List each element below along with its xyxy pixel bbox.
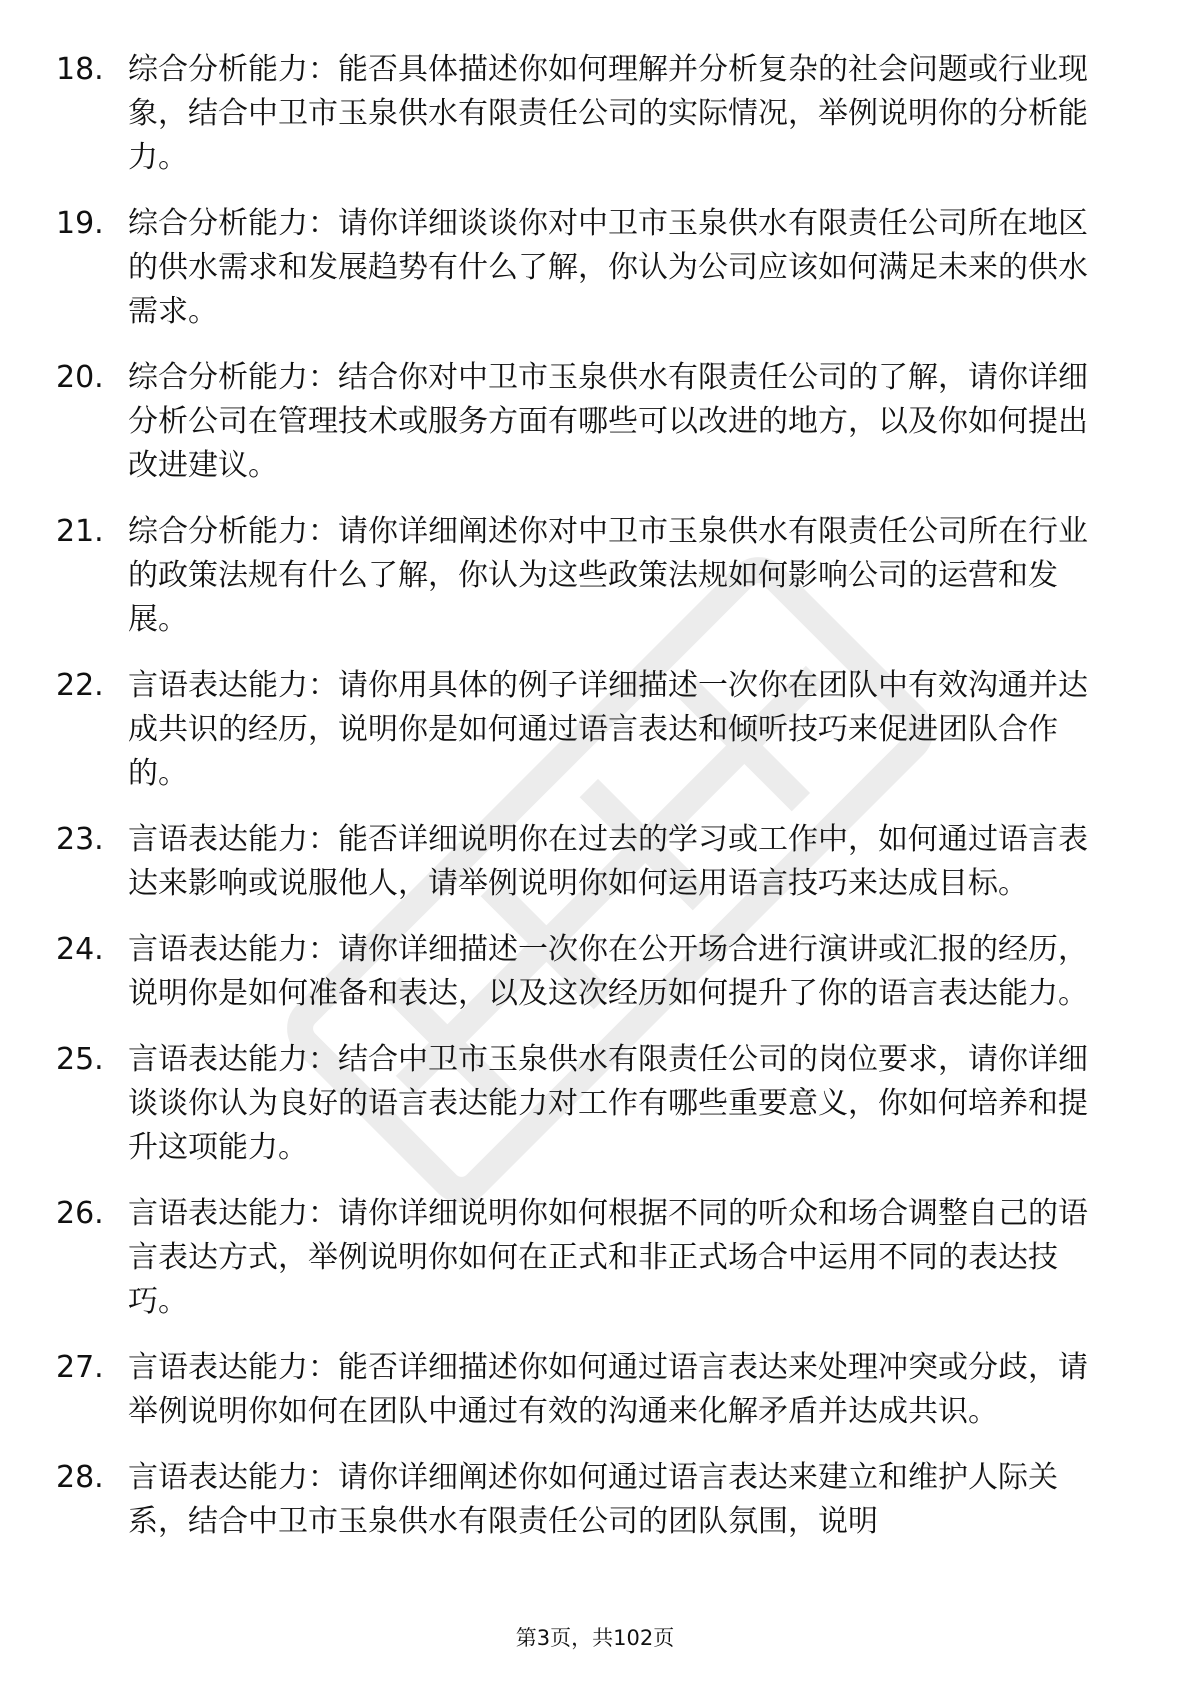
list-item (56, 356, 1106, 488)
question-text: 言语表达能力：请你详细阐述你如何通过语言表达来建立和维护人际关系，结合中卫市玉泉供水有限责任公司的团队氛围，说明 (128, 1460, 1058, 1539)
question-number: 21. (56, 514, 104, 549)
question-text: 言语表达能力：请你详细说明你如何根据不同的听众和场合调整自己的语言表达方式，举例说明你如何在正式和非正式场合中运用不同的表达技巧。 (128, 1196, 1088, 1319)
question-text: 言语表达能力：请你详细描述一次你在公开场合进行演讲或汇报的经历，说明你是如何准备和表达，以及这次经历如何提升了你的语言表达能力。 (128, 932, 1088, 1011)
list-item (56, 664, 1106, 796)
question-text: 言语表达能力：能否详细描述你如何通过语言表达来处理冲突或分歧，请举例说明你如何在团队中通过有效的沟通来化解矛盾并达成共识。 (128, 1350, 1088, 1429)
list-item (56, 202, 1106, 334)
question-number: 28. (56, 1460, 104, 1495)
list-item (56, 510, 1106, 642)
question-text: 言语表达能力：请你用具体的例子详细描述一次你在团队中有效沟通并达成共识的经历，说明你是如何通过语言表达和倾听技巧来促进团队合作的。 (128, 668, 1088, 791)
list-item (56, 1456, 1106, 1544)
question-text: 综合分析能力：结合你对中卫市玉泉供水有限责任公司的了解，请你详细分析公司在管理技术或服务方面有哪些可以改进的地方，以及你如何提出改进建议。 (128, 360, 1088, 483)
question-text: 综合分析能力：请你详细阐述你对中卫市玉泉供水有限责任公司所在行业的政策法规有什么了解，你认为这些政策法规如何影响公司的运营和发展。 (128, 514, 1088, 637)
question-number: 26. (56, 1196, 104, 1231)
question-number: 23. (56, 822, 104, 857)
page-number-label: 第3页，共102页 (515, 1626, 675, 1650)
question-text: 综合分析能力：能否具体描述你如何理解并分析复杂的社会问题或行业现象，结合中卫市玉泉供水有限责任公司的实际情况，举例说明你的分析能力。 (128, 52, 1088, 175)
list-item (56, 818, 1106, 906)
list-item (56, 1346, 1106, 1434)
question-number: 20. (56, 360, 104, 395)
list-item (56, 1192, 1106, 1324)
page-footer (0, 1624, 1190, 1652)
question-text: 综合分析能力：请你详细谈谈你对中卫市玉泉供水有限责任公司所在地区的供水需求和发展趋势有什么了解，你认为公司应该如何满足未来的供水需求。 (128, 206, 1088, 329)
list-item (56, 1038, 1106, 1170)
question-number: 18. (56, 52, 104, 87)
list-item (56, 928, 1106, 1016)
question-number: 27. (56, 1350, 104, 1385)
question-number: 25. (56, 1042, 104, 1077)
question-list (56, 48, 1106, 1566)
question-number: 22. (56, 668, 104, 703)
list-item (56, 48, 1106, 180)
question-text: 言语表达能力：结合中卫市玉泉供水有限责任公司的岗位要求，请你详细谈谈你认为良好的语言表达能力对工作有哪些重要意义，你如何培养和提升这项能力。 (128, 1042, 1088, 1165)
question-number: 24. (56, 932, 104, 967)
question-text: 言语表达能力：能否详细说明你在过去的学习或工作中，如何通过语言表达来影响或说服他人，请举例说明你如何运用语言技巧来达成目标。 (128, 822, 1088, 901)
question-number: 19. (56, 206, 104, 241)
